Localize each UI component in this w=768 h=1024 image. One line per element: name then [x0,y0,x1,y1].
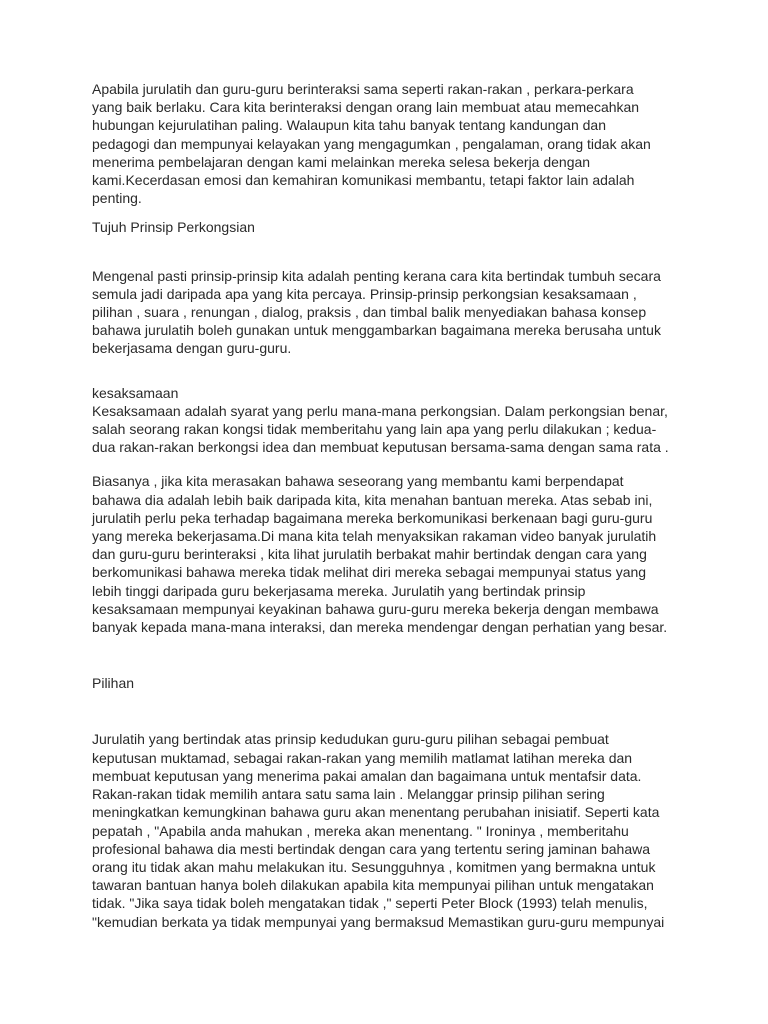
text-line: hubungan kejurulatihan paling. Walaupun kita tahu banyak tentang kandungan dan [92,117,606,134]
text-line: tidak. "Jika saya tidak boleh mengatakan tidak ," seperti Peter Block (1993) telah menulis, [92,895,648,912]
spacer [92,692,708,730]
spacer [92,358,708,384]
spacer [92,237,708,267]
heading-kesaksamaan: kesaksamaan [92,384,179,401]
spacer [92,207,708,218]
text-line: pilihan , suara , renungan , dialog, praksis , dan timbal balik menyediakan bahasa konsep [92,304,647,321]
paragraph-kesaksamaan [92,402,708,457]
paragraph-principles [92,267,708,358]
text-line: Mengenal pasti prinsip-prinsip kita adalah penting kerana cara kita bertindak tumbuh secara [92,267,661,284]
text-line: lebih tinggi daripada guru bekerjasama mereka. Jurulatih yang bertindak prinsip [92,582,586,599]
text-line: dan guru-guru berinteraksi , kita lihat jurulatih berbakat mahir bertindak dengan cara yang [92,546,647,563]
text-line: Apabila jurulatih dan guru-guru berinteraksi sama seperti rakan-rakan , perkara-perkara [92,81,634,97]
text-line: menerima pembelajaran dengan kami melainkan mereka selesa bekerja dengan [92,153,591,170]
text-line: kami.Kecerdasan emosi dan kemahiran komunikasi membantu, tetapi faktor lain adalah [92,172,635,189]
text-line: Rakan-rakan tidak memilih antara satu sama lain . Melanggar prinsip pilihan sering [92,786,605,803]
text-line: banyak kepada mana-mana interaksi, dan mereka mendengar dengan perhatian yang besar. [92,619,668,636]
text-line: meningkatkan kemungkinan bahawa guru akan menentang perubahan inisiatif. Seperti kata [92,804,660,821]
text-line: jurulatih perlu peka terhadap bagaimana mereka berkomunikasi berkenaan bagi guru-guru [92,509,653,526]
text-line: keputusan muktamad, sebagai rakan-rakan yang memilih matlamat latihan mereka dan [92,749,633,766]
text-line: membuat keputusan yang menerima pakai amalan dan bagaimana untuk mentafsir data. [92,767,642,784]
spacer [92,636,708,674]
paragraph-biasanya [92,472,708,636]
text-line: kesaksamaan mempunyai keyakinan bahawa guru-guru mereka bekerja dengan membawa [92,600,659,617]
text-line: berkomunikasi bahawa mereka tidak melihat diri mereka sebagai mempunyai status yang [92,564,647,581]
text-line: Jurulatih yang bertindak atas prinsip kedudukan guru-guru pilihan sebagai pembuat [92,731,609,748]
text-line: dua rakan-rakan berkongsi idea dan membuat keputusan bersama-sama dengan sama rata . [92,439,669,456]
text-line: orang itu tidak akan mahu melakukan itu. Sesungguhnya , komitmen yang bermakna untuk [92,858,656,875]
text-line: bahawa dia adalah lebih baik daripada kita, kita menahan bantuan mereka. Atas sebab ini, [92,491,653,508]
text-line: salah seorang rakan kongsi tidak memberitahu yang lain apa yang perlu dilakukan ; kedua- [92,421,657,438]
text-line: Biasanya , jika kita merasakan bahawa seseorang yang membantu kami berpendapat [92,473,624,490]
heading-seven-principles: Tujuh Prinsip Perkongsian [92,219,255,236]
text-line: profesional bahawa dia mesti bertindak dengan cara yang tertentu sering jaminan bahawa [92,840,651,857]
text-line: yang baik berlaku. Cara kita berinteraksi dengan orang lain membuat atau memecahkan [92,99,640,116]
text-line: bekerjasama dengan guru-guru. [92,340,292,357]
paragraph-pilihan [92,730,708,930]
spacer [92,456,708,472]
text-line: pepatah , "Apabila anda mahukan , mereka akan menentang. " Ironinya , memberitahu [92,822,629,839]
text-line: penting. [92,190,142,207]
text-line: Kesaksamaan adalah syarat yang perlu mana-mana perkongsian. Dalam perkongsian benar, [92,402,668,419]
heading-pilihan: Pilihan [92,675,135,692]
text-line: tawaran bantuan hanya boleh dilakukan apabila kita mempunyai pilihan untuk mengatakan [92,877,654,894]
text-line: bahawa jurulatih boleh gunakan untuk menggambarkan bagaimana mereka berusaha untuk [92,322,661,339]
text-line: "kemudian berkata ya tidak mempunyai yang bermaksud Memastikan guru-guru mempunyai [92,913,665,930]
text-line: semula jadi daripada apa yang kita percaya. Prinsip-prinsip perkongsian kesaksamaan , [92,285,637,302]
text-line: pedagogi dan mempunyai kelayakan yang mengagumkan , pengalaman, orang tidak akan [92,135,651,152]
paragraph-intro [92,80,708,207]
text-line: yang mereka bekerjasama.Di mana kita telah menyaksikan rakaman video banyak jurulatih [92,528,657,545]
